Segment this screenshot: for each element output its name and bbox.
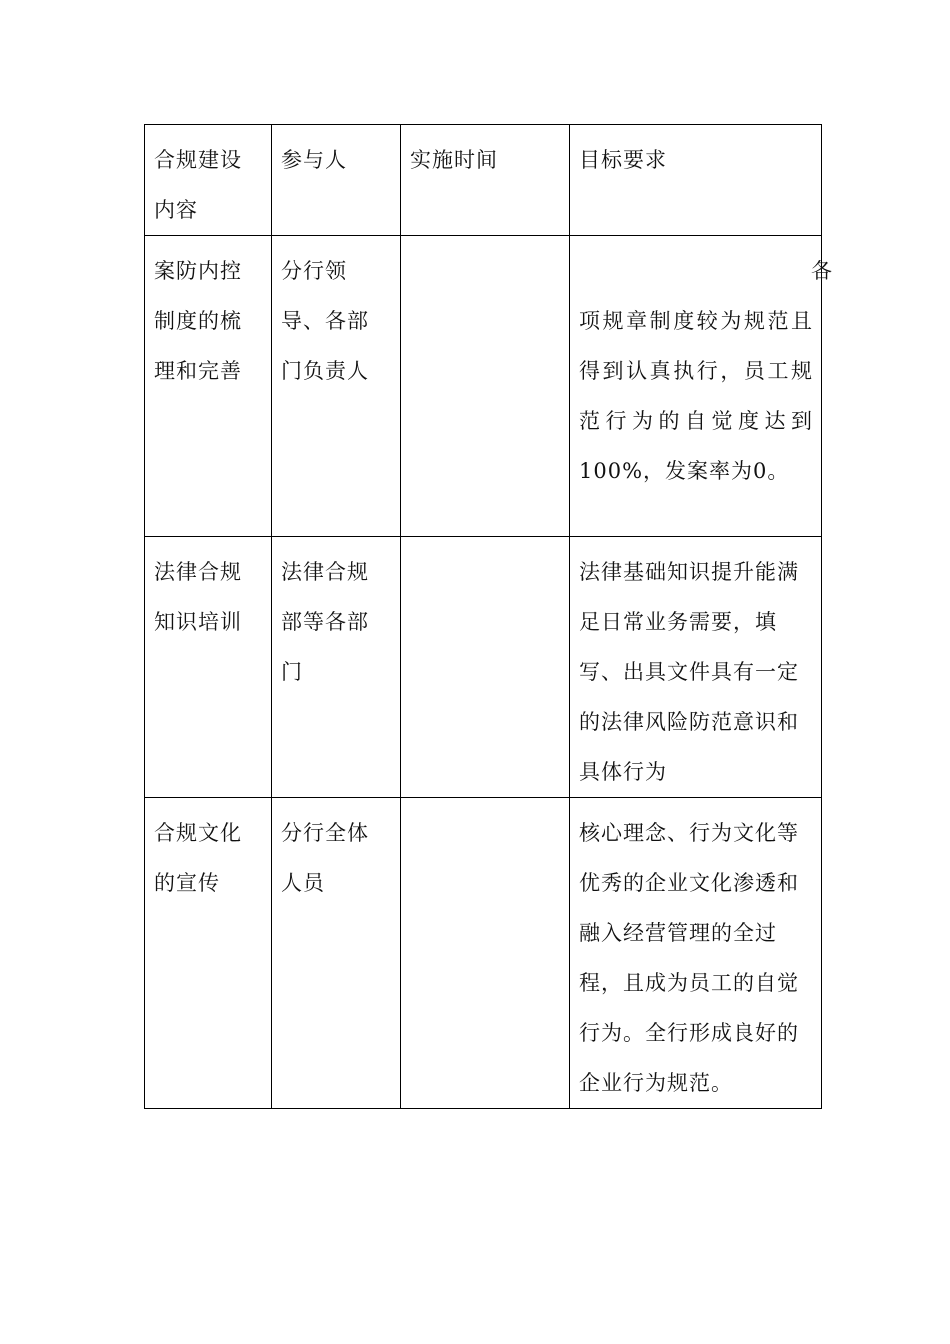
table-header-row	[145, 125, 822, 236]
table-row	[145, 537, 822, 798]
header-content: 合规建设 内容	[145, 125, 272, 236]
header-goal: 目标要求	[570, 125, 822, 236]
table-row	[145, 798, 822, 1109]
goal-last-line: 100%，发案率为0。	[579, 459, 790, 483]
cell-goal	[570, 236, 833, 537]
cell-goal: 法律基础知识提升能满 足日常业务需要，填 写、出具文件具有一定 的法律风险防范意识和 具体行为	[570, 537, 822, 798]
compliance-plan-table	[144, 124, 833, 1109]
cell-participants: 分行领 导、各部 门负责人	[272, 236, 401, 537]
header-time: 实施时间	[401, 125, 570, 236]
cell-time	[401, 798, 570, 1109]
cell-content: 合规文化 的宣传	[145, 798, 272, 1109]
cell-goal: 核心理念、行为文化等 优秀的企业文化渗透和 融入经营管理的全过 程，且成为员工的自觉 行为。全行形成良好的 企业行为规范。	[570, 798, 822, 1109]
header-participants: 参与人	[272, 125, 401, 236]
cell-content: 案防内控 制度的梳 理和完善	[145, 236, 272, 537]
cell-time	[401, 537, 570, 798]
cell-time	[401, 236, 570, 537]
cell-participants: 法律合规 部等各部 门	[272, 537, 401, 798]
table-row	[145, 236, 822, 537]
goal-line: 项规章制度较为规范且	[579, 309, 813, 333]
cell-participants: 分行全体 人员	[272, 798, 401, 1109]
goal-line: 范行为的自觉度达到	[579, 409, 813, 433]
cell-content: 法律合规 知识培训	[145, 537, 272, 798]
goal-line: 得到认真执行，员工规	[579, 359, 813, 383]
goal-first-line: 各	[811, 259, 833, 283]
